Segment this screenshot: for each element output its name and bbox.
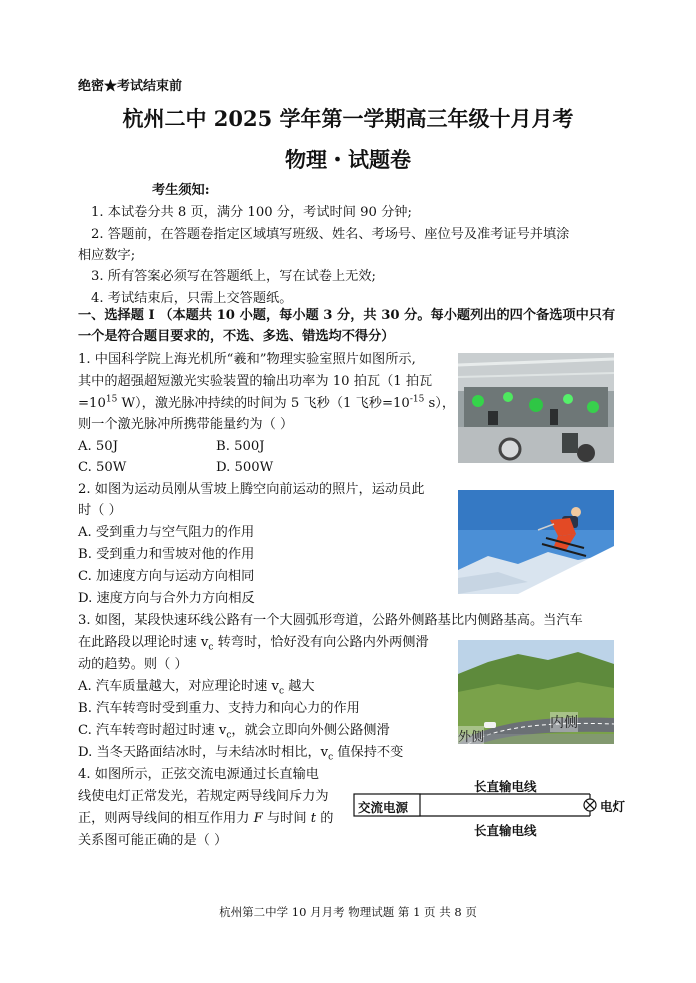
ski-jump-photo: [458, 490, 614, 594]
q3-option-c: C. 汽车转弯时超过时速 $v_c$，就会立即向外侧公路侧滑: [78, 723, 390, 741]
q2-option-c: C. 加速度方向与运动方向相同: [78, 569, 255, 584]
q3-stem: 动的趋势。则（ ）: [78, 657, 188, 672]
q4-stem: 正，则两导线间的相互作用力 F 与时间 t 的: [78, 811, 334, 826]
q3-stem: 在此路段以理论时速 $v_c$ 转弯时，恰好没有向公路内外两侧滑: [78, 635, 429, 653]
inner-side-label: 内侧: [550, 712, 578, 732]
circuit-diagram: [350, 772, 640, 838]
q2-stem: 时（ ）: [78, 503, 122, 518]
q3-option-b: B. 汽车转弯时受到重力、支持力和向心力的作用: [78, 701, 360, 716]
lamp-label: 电灯: [600, 799, 626, 814]
q1-stem: 则一个激光脉冲所携带能量约为（ ）: [78, 417, 294, 432]
q2-option-a: A. 受到重力与空气阻力的作用: [78, 525, 255, 540]
exam-subtitle: 物理・试题卷: [285, 147, 411, 172]
secrecy-label: 绝密★考试结束前: [78, 79, 183, 94]
q3-stem: 3. 如图，某段快速环线公路有一个大圆弧形弯道，公路外侧路基比内侧路基高。当汽车: [78, 613, 583, 628]
q4-stem: 4. 如图所示，正弦交流电源通过长直输电: [78, 767, 319, 782]
top-wire-label: 长直输电线: [474, 779, 537, 794]
q2-option-d: D. 速度方向与合外力方向相反: [78, 591, 255, 606]
section-heading-cont: 一个是符合题目要求的，不选、多选、错选均不得分）: [78, 329, 395, 344]
page-footer: 杭州第二中学 10 月月考 物理试题 第 1 页 共 8 页: [219, 905, 477, 919]
notice-heading: 考生须知:: [152, 183, 210, 198]
q1-option-a: A. 50J: [78, 439, 118, 454]
notice-item: 3. 所有答案必须写在答题纸上，写在试卷上无效;: [91, 269, 376, 284]
laser-lab-photo: [458, 353, 614, 463]
exam-title: 杭州二中 2025 学年第一学期高三年级十月月考: [122, 106, 574, 131]
section-heading: 一、选择题 I （本题共 10 小题，每小题 3 分，共 30 分。每小题列出的四个备选项中只有: [78, 308, 616, 323]
curved-road-photo: [458, 640, 614, 744]
q1-option-d: D. 500W: [216, 460, 274, 475]
q2-stem: 2. 如图为运动员刚从雪坡上腾空向前运动的照片，运动员此: [78, 482, 425, 497]
notice-item: 相应数字;: [78, 248, 136, 263]
q2-option-b: B. 受到重力和雪坡对他的作用: [78, 547, 255, 562]
ac-source-label: 交流电源: [358, 800, 409, 815]
notice-item: 1. 本试卷分共 8 页，满分 100 分，考试时间 90 分钟;: [91, 205, 412, 220]
q3-option-a: A. 汽车质量越大，对应理论时速 $v_c$ 越大: [78, 679, 315, 697]
notice-item: 4. 考试结束后，只需上交答题纸。: [91, 291, 293, 306]
q1-stem: 1. 中国科学院上海光机所“羲和”物理实验室照片如图所示,: [78, 352, 416, 367]
q1-stem: 其中的超强超短激光实验装置的输出功率为 10 拍瓦（1 拍瓦: [78, 374, 433, 389]
bottom-wire-label: 长直输电线: [474, 823, 537, 838]
outer-side-label: 外侧: [458, 726, 484, 744]
q1-option-c: C. 50W: [78, 460, 127, 475]
q1-option-b: B. 500J: [216, 439, 265, 454]
q4-stem: 线使电灯正常发光，若规定两导线间斥力为: [78, 789, 329, 804]
q4-stem: 关系图可能正确的是（ ）: [78, 833, 228, 848]
q1-stem: $=10^{15}$ W），激光脉冲持续的时间为 5 飞秒（1 飞秒$=10^{-15}$ s），: [78, 394, 456, 411]
q3-option-d: D. 当冬天路面结冰时，与未结冰时相比，$v_c$ 值保持不变: [78, 745, 404, 763]
notice-item: 2. 答题前，在答题卷指定区域填写班级、姓名、考场号、座位号及准考证号并填涂: [91, 227, 570, 242]
